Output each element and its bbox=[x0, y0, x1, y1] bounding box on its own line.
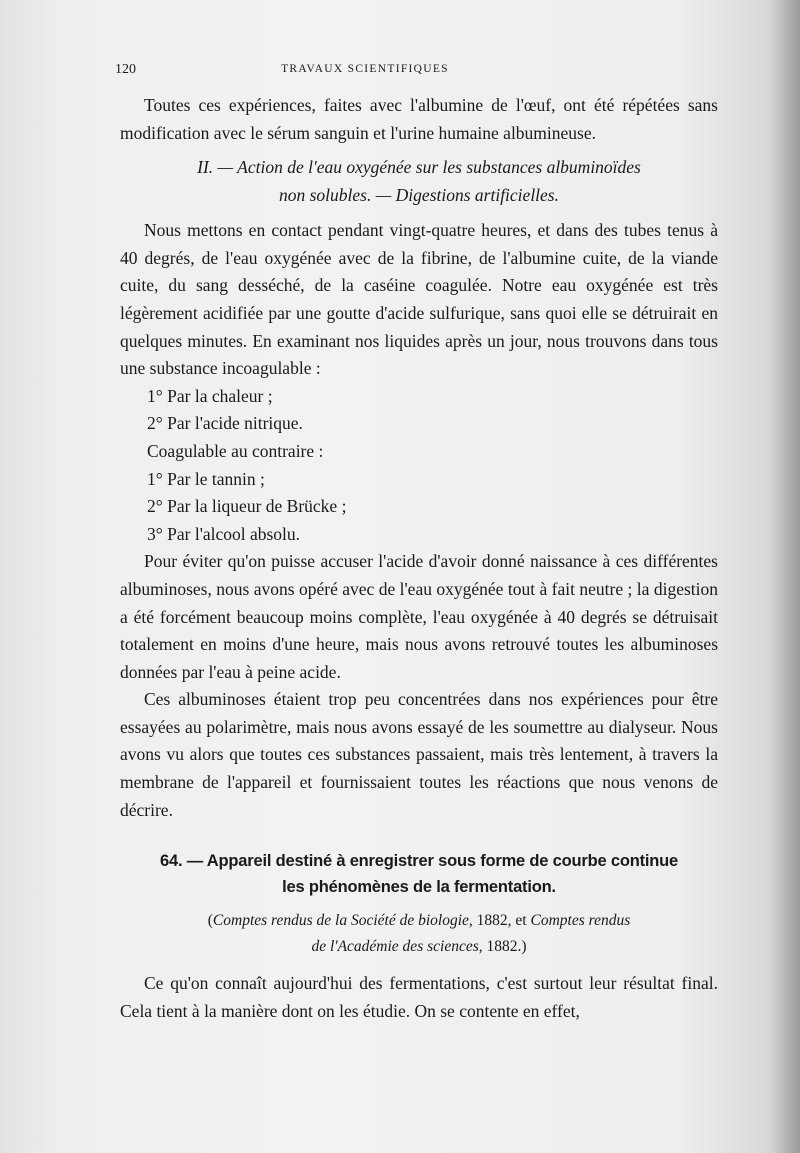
section-heading-line-2: non solubles. — Digestions artificielles. bbox=[279, 185, 559, 206]
article-heading-line-1: 64. — Appareil destiné à enregistrer sous forme de courbe continue bbox=[160, 852, 678, 871]
paragraph-fermentation: Ce qu'on connaît aujourd'hui des fermentations, c'est surtout leur résultat final. Cela tient à la manière dont on les étudie. On se contente en effet, bbox=[120, 973, 718, 1021]
list-item: 2° Par l'acide nitrique. bbox=[147, 413, 303, 434]
citation-journal-2b: de l'Académie des sciences bbox=[311, 938, 479, 956]
paragraph-neutral-water: Pour éviter qu'on puisse accuser l'acide d'avoir donné naissance à ces différentes albuminoses, nous avons opéré avec de l'eau oxygénée tout à fait neutre ; la digestion a été forcément beaucoup moins complète, l'eau oxygénée à 40 degrés se détruisait totalement en moins d'une heure, mais nous avons retrouvé toutes les albuminoses données par l'eau à peine acide. bbox=[120, 551, 718, 682]
article-heading bbox=[120, 848, 718, 900]
citation-journal-1: Comptes rendus de la Société de biologie bbox=[212, 912, 469, 930]
list-subheading: Coagulable au contraire : bbox=[147, 440, 324, 461]
running-header bbox=[115, 62, 715, 82]
list-item: 1° Par la chaleur ; bbox=[147, 385, 273, 406]
section-heading-line-1: II. — Action de l'eau oxygénée sur les substances albuminoïdes bbox=[197, 157, 641, 178]
page-body bbox=[120, 92, 718, 1025]
page-number: 120 bbox=[115, 62, 136, 77]
paragraph-dialysis: Ces albuminoses étaient trop peu concentrées dans nos expériences pour être essayées au polarimètre, mais nous avons essayé de les soumettre au dialyseur. Nous avons vu alors que toutes ces substances passaient, mais très lentement, à travers la membrane de l'appareil et fournissaient toutes les réactions que nous venons de décrire. bbox=[120, 689, 718, 820]
intro-paragraph: Toutes ces expériences, faites avec l'albumine de l'œuf, ont été répétées sans modification avec le sérum sanguin et l'urine humaine albumineuse. bbox=[120, 95, 718, 143]
list-item: 2° Par la liqueur de Brücke ; bbox=[147, 496, 347, 517]
list-item: 3° Par l'alcool absolu. bbox=[147, 523, 301, 544]
section-heading bbox=[120, 153, 718, 209]
article-heading-line-2: les phénomènes de la fermentation. bbox=[282, 878, 556, 897]
running-title: TRAVAUX SCIENTIFIQUES bbox=[281, 63, 449, 75]
list-item: 1° Par le tannin ; bbox=[147, 468, 265, 489]
citation: (Comptes rendus de la Société de biologie, 1882, et Comptes rendus de l'Académie des sciences, 1882.) bbox=[207, 912, 631, 956]
citation-journal-2a: Comptes rendus bbox=[530, 912, 631, 930]
paragraph-experiment: Nous mettons en contact pendant vingt-quatre heures, et dans des tubes tenus à 40 degrés, de l'eau oxygénée avec de la fibrine, de l'albumine cuite, de la viande cuite, du sang desséché, de la caséine coagulée. Notre eau oxygénée est très légèrement acidifiée par une goutte d'acide sulfurique, sans quoi elle se détruirait en quelques minutes. En examinant nos liquides après un jour, nous trouvons dans tous une substance incoagulable : bbox=[120, 220, 718, 379]
reaction-list bbox=[147, 383, 718, 549]
